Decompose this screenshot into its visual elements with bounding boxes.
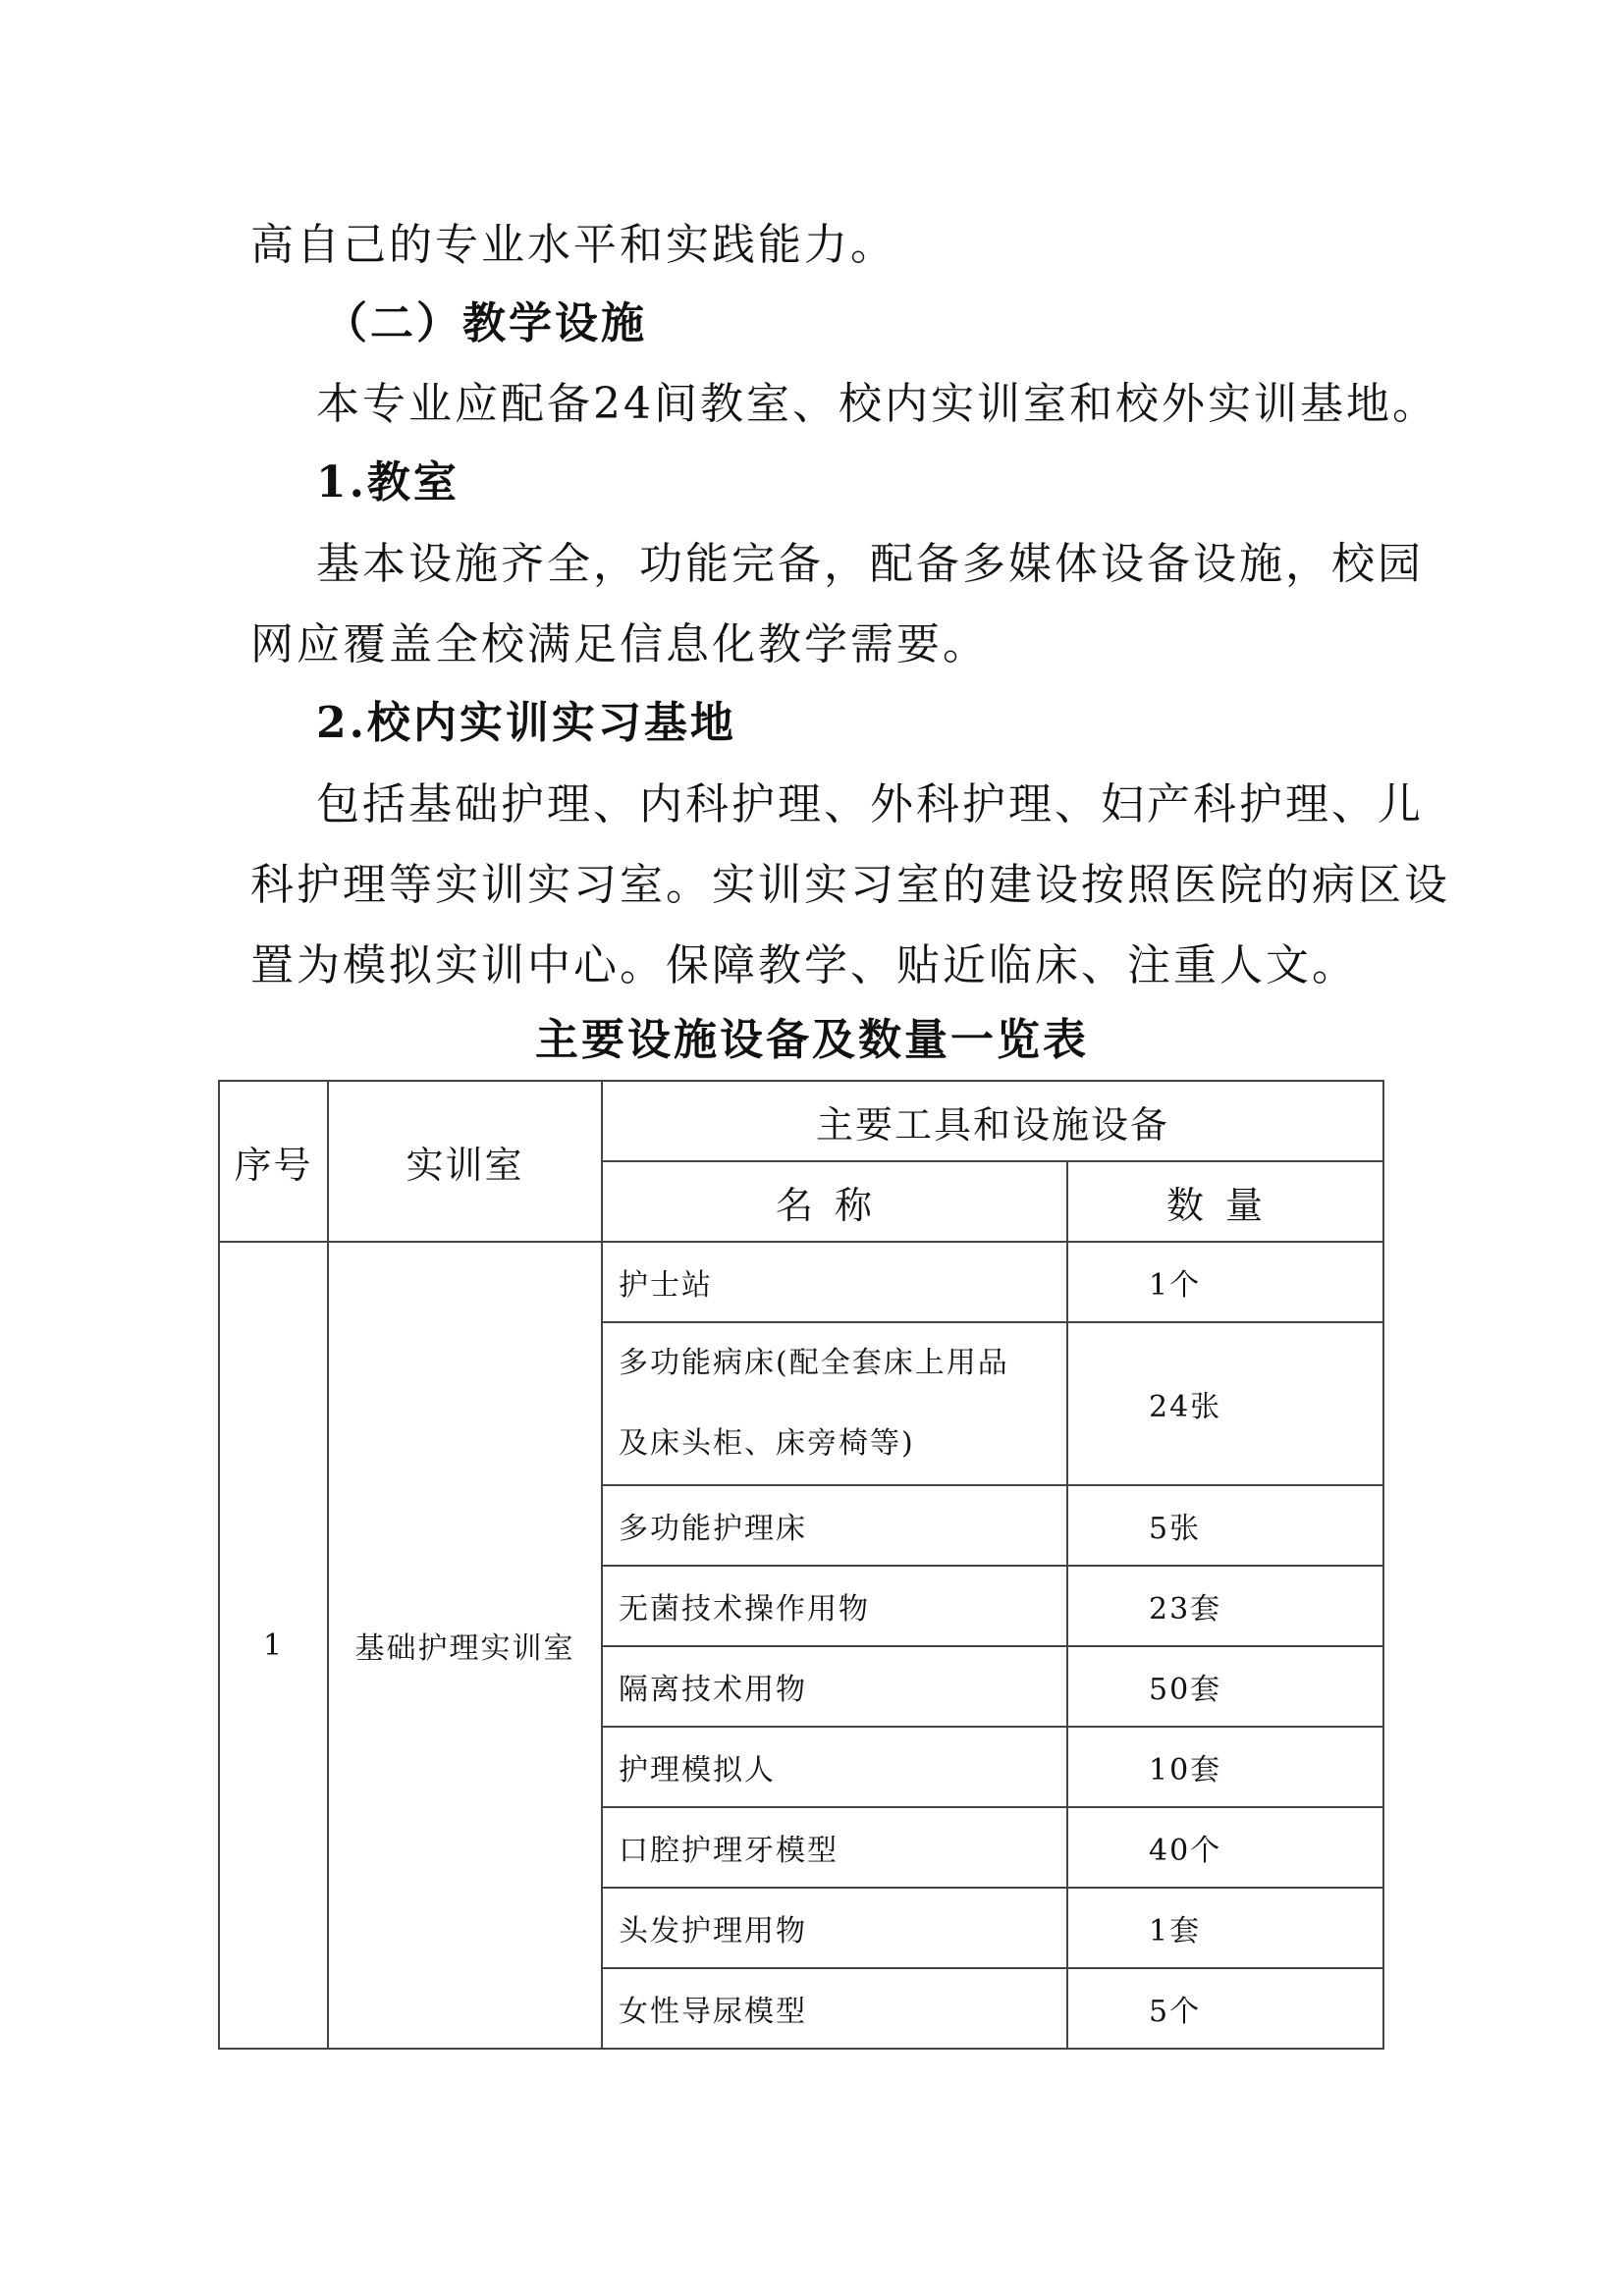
group-room: 基础护理实训室 bbox=[328, 1242, 602, 2049]
item-name: 无菌技术操作用物 bbox=[602, 1566, 1067, 1646]
paragraph-line: 网应覆盖全校满足信息化教学需要。 bbox=[250, 619, 989, 669]
item-name: 头发护理用物 bbox=[602, 1888, 1067, 1968]
table-row bbox=[219, 1242, 1383, 1322]
item-name: 护理模拟人 bbox=[602, 1727, 1067, 1807]
item-qty: 1个 bbox=[1067, 1242, 1383, 1322]
header-name: 名称 bbox=[602, 1161, 1067, 1242]
paragraph-line: 置为模拟实训中心。保障教学、贴近临床、注重人文。 bbox=[250, 940, 1358, 990]
paragraph-line: 高自己的专业水平和实践能力。 bbox=[250, 220, 896, 270]
group-number: 1 bbox=[219, 1242, 328, 2049]
paragraph-line: 基本设施齐全，功能完备，配备多媒体设备设施，校园 bbox=[316, 539, 1424, 589]
item-name: 多功能护理床 bbox=[602, 1485, 1067, 1566]
sub-heading-classroom: 1.教室 bbox=[316, 457, 460, 507]
table-title: 主要设施设备及数量一览表 bbox=[535, 1015, 1089, 1065]
item-qty: 5张 bbox=[1067, 1485, 1383, 1566]
item-qty: 24张 bbox=[1067, 1322, 1383, 1485]
paragraph-line: 科护理等实训实习室。实训实习室的建设按照医院的病区设 bbox=[250, 860, 1450, 910]
item-name-line: 及床头柜、床旁椅等) bbox=[619, 1426, 915, 1461]
item-name bbox=[602, 1322, 1067, 1485]
header-room: 实训室 bbox=[328, 1081, 602, 1242]
paragraph-line: 本专业应配备24间教室、校内实训室和校外实训基地。 bbox=[316, 379, 1438, 429]
equipment-table bbox=[218, 1080, 1384, 2050]
paragraph-line: 包括基础护理、内科护理、外科护理、妇产科护理、儿 bbox=[316, 779, 1424, 829]
header-no: 序号 bbox=[219, 1081, 328, 1242]
sub-heading-training-base: 2.校内实训实习基地 bbox=[316, 698, 736, 748]
item-qty: 50套 bbox=[1067, 1646, 1383, 1727]
item-qty: 10套 bbox=[1067, 1727, 1383, 1807]
item-name: 隔离技术用物 bbox=[602, 1646, 1067, 1727]
item-name: 口腔护理牙模型 bbox=[602, 1807, 1067, 1888]
section-heading-facilities: （二）教学设施 bbox=[324, 298, 647, 348]
item-name: 女性导尿模型 bbox=[602, 1968, 1067, 2049]
item-name: 护士站 bbox=[602, 1242, 1067, 1322]
header-equipment: 主要工具和设施设备 bbox=[602, 1081, 1383, 1161]
item-qty: 23套 bbox=[1067, 1566, 1383, 1646]
table-header-row bbox=[219, 1081, 1383, 1161]
item-name-line: 多功能病床(配全套床上用品 bbox=[619, 1346, 1009, 1380]
item-qty: 5个 bbox=[1067, 1968, 1383, 2049]
header-qty: 数量 bbox=[1067, 1161, 1383, 1242]
item-qty: 1套 bbox=[1067, 1888, 1383, 1968]
item-qty: 40个 bbox=[1067, 1807, 1383, 1888]
